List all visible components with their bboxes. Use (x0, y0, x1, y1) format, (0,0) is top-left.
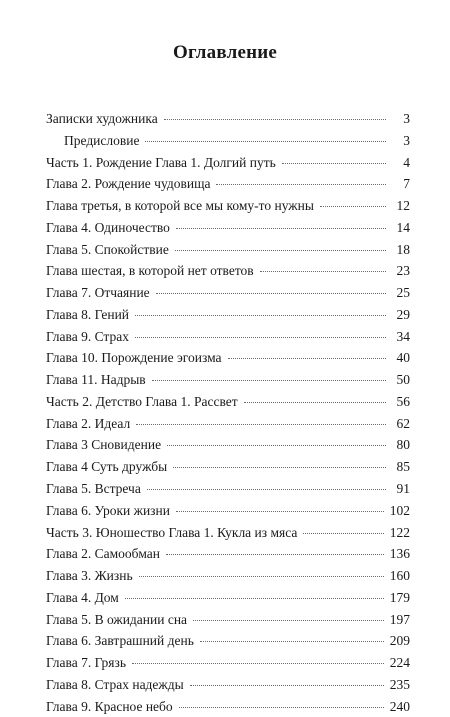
dot-leader (244, 402, 386, 403)
toc-entry-page-number: 80 (396, 437, 410, 453)
dot-leader (179, 707, 384, 708)
toc-entry-title: Часть 2. Детство Глава 1. Рассвет (46, 393, 238, 409)
toc-entry-title: Глава 9. Красное небо (46, 698, 173, 714)
toc-entry (46, 674, 410, 696)
toc-entry-title: Глава 4 Суть дружбы (46, 459, 168, 475)
dot-leader (147, 489, 386, 490)
toc-entry-title: Глава 8. Страх надежды (46, 676, 184, 692)
dot-leader (260, 271, 386, 272)
toc-entry (46, 696, 410, 717)
toc-entry (46, 369, 410, 391)
dot-leader (190, 685, 384, 686)
toc-entry-page-number: 7 (403, 176, 410, 192)
toc-entry-page-number: 14 (396, 219, 410, 235)
toc-entry (46, 130, 410, 152)
toc-entry (46, 195, 410, 217)
toc-entry-title: Глава 10. Порождение эгоизма (46, 350, 222, 366)
toc-entry-page-number: 235 (389, 676, 410, 692)
toc-entry-title: Глава 6. Уроки жизни (46, 502, 170, 518)
toc-entry-page-number: 122 (389, 524, 410, 540)
toc-entry (46, 260, 410, 282)
toc-entry (46, 630, 410, 652)
dot-leader (320, 206, 386, 207)
toc-entry-page-number: 102 (389, 502, 410, 518)
toc-entry-page-number: 160 (389, 568, 410, 584)
toc-entry-title: Глава 9. Страх (46, 328, 129, 344)
toc-entry-page-number: 23 (396, 263, 410, 279)
dot-leader (164, 119, 386, 120)
toc-entry-title: Глава 11. Надрыв (46, 372, 146, 388)
toc-entry-page-number: 12 (396, 198, 410, 214)
toc-entry-page-number: 3 (403, 132, 410, 148)
dot-leader (136, 424, 386, 425)
toc-entry (46, 500, 410, 522)
toc-entry-title: Глава 5. Спокойствие (46, 241, 169, 257)
dot-leader (176, 511, 384, 512)
toc-entry-title: Часть 3. Юношество Глава 1. Кукла из мяса (46, 524, 298, 540)
dot-leader (156, 293, 386, 294)
dot-leader (132, 663, 384, 664)
toc-entry (46, 347, 410, 369)
toc-entry-title: Глава 3 Сновидение (46, 437, 162, 453)
dot-leader (303, 533, 383, 534)
toc-entry-title: Глава 5. В ожидании сна (46, 611, 188, 627)
dot-leader (176, 228, 386, 229)
toc-entry (46, 565, 410, 587)
dot-leader (139, 576, 384, 577)
toc-entry-page-number: 50 (396, 372, 410, 388)
toc-entry-page-number: 29 (396, 306, 410, 322)
dot-leader (125, 598, 384, 599)
toc-entry-title: Записки художника (46, 111, 158, 126)
toc-entry-page-number: 224 (389, 655, 410, 671)
dot-leader (145, 141, 386, 142)
toc-entry-page-number: 91 (396, 481, 410, 497)
dot-leader (167, 445, 386, 446)
toc-entry-title: Глава 4. Одиночество (46, 219, 170, 235)
toc-entry (46, 522, 410, 544)
toc-entry-title: Глава 3. Жизнь (46, 568, 133, 584)
toc-entry-title: Глава 7. Грязь (46, 655, 126, 671)
toc-entry (46, 282, 410, 304)
toc-entry-page-number: 40 (396, 350, 410, 366)
toc-entry (46, 217, 410, 239)
dot-leader (216, 184, 386, 185)
toc-entry-page-number: 197 (389, 611, 410, 627)
toc-entry (46, 478, 410, 500)
toc-entry (46, 434, 410, 456)
toc-entry (46, 609, 410, 631)
dot-leader (228, 358, 386, 359)
toc-entry (46, 152, 410, 174)
toc-entry-title: Глава 2. Идеал (46, 415, 131, 431)
toc-entry (46, 587, 410, 609)
toc-entry-title: Часть 1. Рождение Глава 1. Долгий путь (46, 154, 276, 170)
toc-entry (46, 239, 410, 261)
dot-leader (135, 315, 386, 316)
dot-leader (152, 380, 386, 381)
dot-leader (282, 163, 386, 164)
toc-entry (46, 652, 410, 674)
toc-entry-title: Глава третья, в которой все мы кому-то нужны (46, 198, 314, 214)
toc-entry (46, 173, 410, 195)
toc-entry-title: Глава 5. Встреча (46, 481, 141, 497)
dot-leader (166, 554, 384, 555)
toc-entry-page-number: 3 (403, 111, 410, 126)
toc-entry-page-number: 25 (396, 285, 410, 301)
toc-entry (46, 391, 410, 413)
toc-entry-page-number: 209 (389, 633, 410, 649)
table-of-contents (46, 108, 410, 717)
toc-entry-page-number: 34 (396, 328, 410, 344)
toc-entry (46, 413, 410, 435)
toc-entry-page-number: 240 (389, 698, 410, 714)
toc-entry-page-number: 85 (396, 459, 410, 475)
toc-entry-title: Предисловие (64, 132, 140, 148)
toc-entry-title: Глава 7. Отчаяние (46, 285, 150, 301)
toc-entry-page-number: 4 (403, 154, 410, 170)
toc-entry-page-number: 56 (396, 393, 410, 409)
toc-entry (46, 456, 410, 478)
toc-entry-page-number: 18 (396, 241, 410, 257)
dot-leader (200, 641, 384, 642)
dot-leader (193, 620, 384, 621)
toc-entry (46, 326, 410, 348)
toc-entry (46, 304, 410, 326)
dot-leader (175, 250, 386, 251)
toc-entry-page-number: 136 (389, 546, 410, 562)
toc-entry-title: Глава 4. Дом (46, 589, 119, 605)
toc-entry-title: Глава 2. Рождение чудовища (46, 176, 211, 192)
toc-entry-title: Глава 8. Гений (46, 306, 130, 322)
toc-entry-title: Глава 6. Завтрашний день (46, 633, 194, 649)
toc-entry (46, 543, 410, 565)
toc-entry-title: Глава шестая, в которой нет ответов (46, 263, 254, 279)
dot-leader (173, 467, 386, 468)
toc-entry-page-number: 179 (389, 589, 410, 605)
toc-entry (46, 108, 410, 130)
toc-entry-page-number: 62 (396, 415, 410, 431)
page-title: Оглавление (172, 42, 278, 63)
dot-leader (135, 337, 386, 338)
toc-entry-title: Глава 2. Самообман (46, 546, 161, 562)
